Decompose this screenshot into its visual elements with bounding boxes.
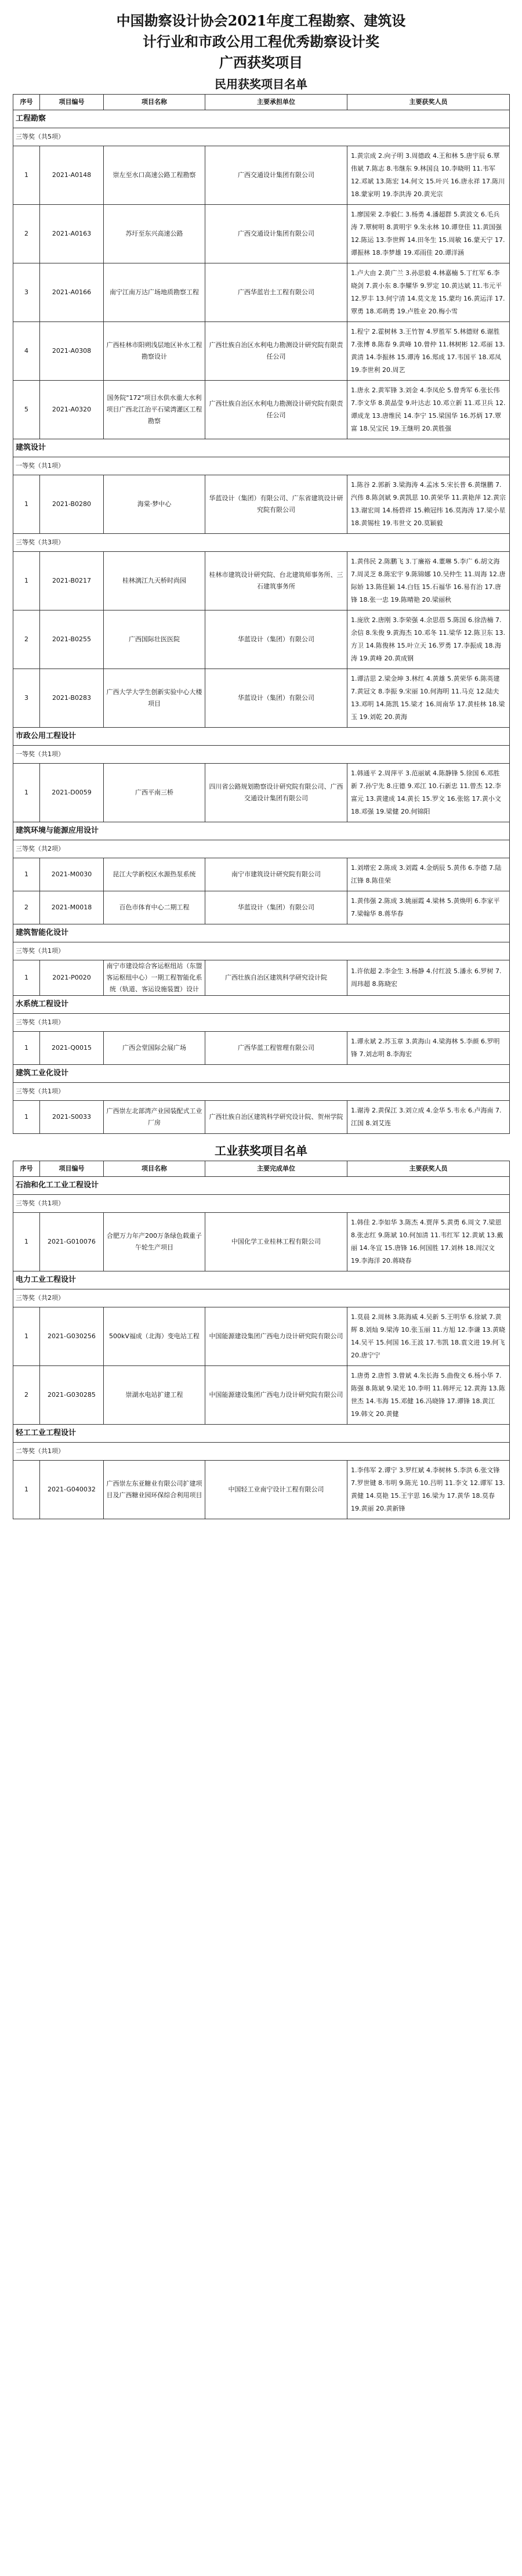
title-line-1: 中国勘察设计协会2021年度工程勘察、建筑设 (116, 12, 406, 29)
undertaking-unit: 中国化学工业桂林工程有限公司 (205, 1213, 347, 1271)
document-title (13, 10, 509, 73)
project-name: 500kV福成（北海）变电站工程 (104, 1307, 205, 1366)
civil-table-body (13, 110, 510, 1134)
award-winners: 1.唐永 2.黄军锋 3.刘金 4.李凤伦 5.曾秀军 6.张长伟 7.李文华 8.黄晶莹 9.叶达志 10.邓立新 11.邓卫兵 12.谭成龙 13.唐维民 14.李宁 15.梁国华 16.苏炳 17.覃富 18.吴宝民 19.王继明 20.黄胜强 (347, 381, 510, 439)
award-grade-label: 三等奖（共1项） (13, 1014, 510, 1032)
project-code: 2021-A0148 (40, 146, 104, 205)
award-winners: 1.谭洁思 2.梁金坤 3.林红 4.黄雄 5.黄荣华 6.陈英建 7.黄冠文 8.李振 9.宋丽 10.何海明 11.马克 12.陆夫 13.邓明 14.陈凯 15.梁才 16.周南华 17.黄桂林 18.梁玉 19.刘乾 20.黄海 (347, 669, 510, 728)
section-heading: 建筑设计 (13, 439, 510, 457)
award-winners: 1.程宁 2.霍树林 3.王竹智 4.罗胜军 5.林德财 6.谢胜 7.张博 8.陈春 9.黄峰 10.曾仲 11.林树彬 12.邓丽 13.黄清 14.李振林 15.谭涛 16.郑成 17.韦国平 18.邓凤 19.李世利 20.周艺 (347, 322, 510, 381)
section-row (13, 439, 510, 457)
award-grade-label: 三等奖（共5项） (13, 128, 510, 146)
table-row (13, 381, 510, 439)
row-number: 3 (13, 669, 40, 728)
row-number: 1 (13, 1307, 40, 1366)
undertaking-unit: 华蓝设计（集团）有限公司 (205, 610, 347, 669)
award-winners: 1.庞欣 2.唐刚 3.李荣强 4.余思蓓 5.陈国 6.徐浩楠 7.余信 8.朱俊 9.黄海杰 10.邓冬 11.梁华 12.陈卫东 13.方卫 14.陈俊林 15.叶立天 16.罗勇 17.李振成 18.海涛 19.黄峰 20.黄成钢 (347, 610, 510, 669)
award-winners: 1.黄伟强 2.陈成 3.姚丽霞 4.梁林 5.黄焕明 6.李家平 7.梁翰华 8.蒋华春 (347, 891, 510, 924)
section-heading: 建筑工业化设计 (13, 1065, 510, 1083)
row-number: 2 (13, 891, 40, 924)
col-header-name: 项目名称 (104, 1161, 205, 1177)
section-row (13, 822, 510, 840)
col-header-unit: 主要完成单位 (205, 1161, 347, 1177)
project-code: 2021-Q0015 (40, 1032, 104, 1065)
table-row (13, 960, 510, 996)
col-header-people: 主要获奖人员 (347, 1161, 510, 1177)
project-code: 2021-B0217 (40, 552, 104, 610)
civil-table-header (13, 95, 510, 110)
row-number: 1 (13, 764, 40, 822)
table-row (13, 552, 510, 610)
project-code: 2021-B0280 (40, 475, 104, 534)
table-row (13, 1213, 510, 1271)
grade-row (13, 746, 510, 764)
project-name: 海棠·梦中心 (104, 475, 205, 534)
undertaking-unit: 广西壮族自治区水利电力勘测设计研究院有限责任公司 (205, 381, 347, 439)
award-winners: 1.廖国荣 2.李毅仁 3.杨勇 4.潘超群 5.黄波文 6.毛兵涛 7.覃树明 8.黄明宇 9.朱永林 10.谭登佳 11.黄国强 12.陈运 13.李世辉 14.田冬生 15.周敏 16.蒙天宁 17.谭振林 18.李梦雄 19.邓雨佳 20.谭洋涵 (347, 205, 510, 263)
table-row (13, 891, 510, 924)
award-grade-label: 三等奖（共1项） (13, 1083, 510, 1101)
section-row (13, 110, 510, 128)
award-grade-label: 二等奖（共1项） (13, 1443, 510, 1461)
project-name: 昆江大学新校区水源热泵系统 (104, 858, 205, 891)
undertaking-unit: 南宁市建筑设计研究院有限公司 (205, 858, 347, 891)
project-name: 合肥万力年产200万条绿色载重子午轮生产项目 (104, 1213, 205, 1271)
award-winners: 1.黄宗成 2.向子明 3.周德政 4.王和林 5.唐宇辰 6.覃伟斌 7.陈志 8.韦继东 9.林国良 10.李晓明 11.韦军 12.邓斌 13.陈宏 14.何文 15.叶兴 16.唐永祥 17.陈川 18.蒙家明 19.李洪涛 20.黄光宗 (347, 146, 510, 205)
row-number: 2 (13, 205, 40, 263)
project-code: 2021-G010076 (40, 1213, 104, 1271)
section-row (13, 728, 510, 746)
project-name: 广西桂林市阳朔浅层地区补水工程勘察设计 (104, 322, 205, 381)
undertaking-unit: 华蓝设计（集团）有限公司、广东省建筑设计研究院有限公司 (205, 475, 347, 534)
project-name: 广西平南三桥 (104, 764, 205, 822)
project-name: 崇左至水口高速公路工程勘察 (104, 146, 205, 205)
project-code: 2021-B0283 (40, 669, 104, 728)
table-row (13, 1032, 510, 1065)
project-code: 2021-D0059 (40, 764, 104, 822)
table-row (13, 1101, 510, 1134)
row-number: 1 (13, 552, 40, 610)
undertaking-unit: 华蓝设计（集团）有限公司 (205, 669, 347, 728)
award-winners: 1.莫晨 2.周林 3.陈海威 4.吴新 5.王明华 6.徐斌 7.黄辉 8.刘灿 9.梁涛 10.张玉丽 11.方旭 12.李谦 13.黄晓 14.吴平 15.何国 16.王波 17.韦凯 18.袁文进 19.何飞 20.唐宁宁 (347, 1307, 510, 1366)
project-name: 南宁市建设综合客运枢纽站（东盟客运枢纽中心）一期工程智能化系统（轨道、客运设施装置）设计 (104, 960, 205, 996)
award-winners: 1.唐勇 2.唐哲 3.曾斌 4.朱长海 5.曲俊文 6.杨小华 7.陈强 8.陈斌 9.梁光 10.李明 11.韩坪元 12.黄海 13.陈世杰 14.韦海 15.邓健 16.冯晓锋 17.谭锋 18.黄江 19.韩文 20.黄健 (347, 1366, 510, 1425)
project-name: 广西大学大学生创新实验中心大楼项目 (104, 669, 205, 728)
row-number: 2 (13, 1366, 40, 1425)
row-number: 5 (13, 381, 40, 439)
grade-row (13, 840, 510, 858)
section-row (13, 1425, 510, 1443)
award-grade-label: 三等奖（共2项） (13, 1289, 510, 1307)
section-heading: 建筑环境与能源应用设计 (13, 822, 510, 840)
undertaking-unit: 广西华蓝岩土工程有限公司 (205, 263, 347, 322)
project-code: 2021-M0018 (40, 891, 104, 924)
section-row (13, 1065, 510, 1083)
row-number: 1 (13, 960, 40, 996)
award-winners: 1.李伟军 2.谭宁 3.罗红斌 4.李树林 5.李洪 6.张文锋 7.罗世键 8.韦明 9.陈光 10.吕明 11.李文 12.谭军 13.黄健 14.莫艳 15.王宇思 16.梁为 17.黄华 18.莫春 19.黄丽 20.黄新锋 (347, 1461, 510, 1519)
project-code: 2021-G040032 (40, 1461, 104, 1519)
project-name: 国务院"172"项目水供水重大水利项目广西北江治平石梁湾灌区工程勘察 (104, 381, 205, 439)
table-row (13, 322, 510, 381)
project-code: 2021-P0020 (40, 960, 104, 996)
row-number: 1 (13, 858, 40, 891)
row-number: 2 (13, 610, 40, 669)
col-header-no: 序号 (13, 1161, 40, 1177)
undertaking-unit: 广西交通设计集团有限公司 (205, 205, 347, 263)
undertaking-unit: 广西华蓝工程管理有限公司 (205, 1032, 347, 1065)
project-code: 2021-M0030 (40, 858, 104, 891)
project-name: 广西崇左北部湾产业园装配式工业厂房 (104, 1101, 205, 1134)
civil-table-title: 民用获奖项目名单 (215, 77, 307, 91)
col-header-code: 项目编号 (40, 1161, 104, 1177)
undertaking-unit: 广西壮族自治区建筑科学研究设计院 (205, 960, 347, 996)
table-row (13, 205, 510, 263)
section-row (13, 996, 510, 1014)
award-winners: 1.谭永斌 2.苏玉章 3.黄海山 4.梁海林 5.李颜 6.罗明锋 7.刘志明 8.李海宏 (347, 1032, 510, 1065)
project-name: 南宁江南万达广场地质勘察工程 (104, 263, 205, 322)
col-header-name: 项目名称 (104, 95, 205, 110)
project-name: 百色市体育中心二期工程 (104, 891, 205, 924)
undertaking-unit: 广西交通设计集团有限公司 (205, 146, 347, 205)
table-row (13, 475, 510, 534)
award-winners: 1.谢涛 2.黄保江 3.刘立成 4.金华 5.韦永 6.卢海南 7.江国 8.刘艾连 (347, 1101, 510, 1134)
project-code: 2021-A0166 (40, 263, 104, 322)
table-row (13, 669, 510, 728)
undertaking-unit: 中国能源建设集团广西电力设计研究院有限公司 (205, 1307, 347, 1366)
section-heading: 轻工工业工程设计 (13, 1425, 510, 1443)
project-name: 广西国际壮医医院 (104, 610, 205, 669)
industrial-table-title: 工业获奖项目名单 (215, 1144, 307, 1158)
section-row (13, 1177, 510, 1195)
award-grade-label: 三等奖（共3项） (13, 534, 510, 552)
grade-row (13, 1014, 510, 1032)
row-number: 1 (13, 1213, 40, 1271)
project-name: 桂林漓江九天桥时尚园 (104, 552, 205, 610)
section-heading: 建筑智能化设计 (13, 924, 510, 942)
table-row (13, 610, 510, 669)
col-header-code: 项目编号 (40, 95, 104, 110)
col-header-people: 主要获奖人员 (347, 95, 510, 110)
project-name: 广西崇左东亚糖业有限公司扩建项目及广西糖业园环保综合利用项目 (104, 1461, 205, 1519)
award-grade-label: 三等奖（共1项） (13, 942, 510, 960)
project-name: 崇湖水电站扩建工程 (104, 1366, 205, 1425)
project-code: 2021-A0163 (40, 205, 104, 263)
project-name: 广西会堂国际会展广场 (104, 1032, 205, 1065)
row-number: 1 (13, 475, 40, 534)
award-grade-label: 一等奖（共1项） (13, 457, 510, 475)
award-winners: 1.刘增宏 2.陈成 3.刘霞 4.金炳辰 5.黄伟 6.李德 7.陆江锋 8.陈佳荣 (347, 858, 510, 891)
award-winners: 1.韩通平 2.周萍平 3.范丽斌 4.陈静锋 5.徐国 6.邓胜新 7.孙宁先 8.庄德 9.邓江 10.石新忠 11.曾杰 12.李富元 13.黄建成 14.黄长 15.罗文 16.张铭 17.黄小文 18.邓强 19.梁健 20.何锦阳 (347, 764, 510, 822)
section-heading: 石油和化工工业工程设计 (13, 1177, 510, 1195)
project-code: 2021-B0255 (40, 610, 104, 669)
undertaking-unit: 广西壮族自治区建筑科学研究设计院、贺州学院 (205, 1101, 347, 1134)
section-heading: 水系统工程设计 (13, 996, 510, 1014)
grade-row (13, 1443, 510, 1461)
undertaking-unit: 广西壮族自治区水利电力勘测设计研究院有限责任公司 (205, 322, 347, 381)
industrial-table-body (13, 1177, 510, 1519)
undertaking-unit: 四川省公路规划勘察设计研究院有限公司、广西交通设计集团有限公司 (205, 764, 347, 822)
project-code: 2021-S0033 (40, 1101, 104, 1134)
project-code: 2021-G030256 (40, 1307, 104, 1366)
project-name: 苏圩至东兴高速公路 (104, 205, 205, 263)
award-grade-label: 三等奖（共2项） (13, 840, 510, 858)
project-code: 2021-G030285 (40, 1366, 104, 1425)
section-heading: 市政公用工程设计 (13, 728, 510, 746)
table-row (13, 1307, 510, 1366)
project-code: 2021-A0308 (40, 322, 104, 381)
section-row (13, 924, 510, 942)
row-number: 3 (13, 263, 40, 322)
section-row (13, 1271, 510, 1289)
award-winners: 1.韩佳 2.李如华 3.陈杰 4.贾萍 5.黄勇 6.周文 7.梁恩 8.张志红 9.陈斌 10.何加清 11.韦红军 12.黄斌 13.戴丽 14.冬宜 15.唐锋 16.何国胜 17.刘林 18.周汉文 19.李海洋 20.蒋晓春 (347, 1213, 510, 1271)
row-number: 4 (13, 322, 40, 381)
row-number: 1 (13, 1461, 40, 1519)
table-row (13, 146, 510, 205)
grade-row (13, 1083, 510, 1101)
grade-row (13, 942, 510, 960)
section-heading: 工程勘察 (13, 110, 510, 128)
table-row (13, 1366, 510, 1425)
grade-row (13, 1289, 510, 1307)
section-heading: 电力工业工程设计 (13, 1271, 510, 1289)
award-grade-label: 三等奖（共1项） (13, 1195, 510, 1213)
title-line-3: 广西获奖项目 (219, 54, 303, 71)
col-header-no: 序号 (13, 95, 40, 110)
award-winners: 1.陈谷 2.郭新 3.梁海涛 4.孟冰 5.宋长普 6.黄继鹏 7.汽伟 8.陈剑斌 9.黄凯思 10.黄荣华 11.黄艳萍 12.黄宗 13.谢宏周 14.杨碧祥 15.赖冠纬 16.莫海涛 17.梁小星 18.黄锡柱 19.韦世文 20.莫颖毅 (347, 475, 510, 534)
project-code: 2021-A0320 (40, 381, 104, 439)
table-row (13, 764, 510, 822)
award-grade-label: 一等奖（共1项） (13, 746, 510, 764)
row-number: 1 (13, 1032, 40, 1065)
table-row (13, 263, 510, 322)
title-line-2: 计行业和市政公用工程优秀勘察设计奖 (143, 33, 379, 50)
table-row (13, 1461, 510, 1519)
grade-row (13, 457, 510, 475)
table-row (13, 858, 510, 891)
civil-awards-table (13, 94, 510, 1134)
award-winners: 1.黄伟民 2.陈鹏飞 3.丁廉裕 4.董琳 5.李广 6.胡文海 7.周灵芝 8.陈宏宇 9.陈锦娜 10.吴仲生 11.周海 12.唐际娇 13.陈佳颖 14.白钰 15.石福华 16.易有治 17.唐锋 18.张一忠 19.陈晴艳 20.梁丽秋 (347, 552, 510, 610)
grade-row (13, 534, 510, 552)
undertaking-unit: 桂林市建筑设计研究院、台北建筑师事务所、三石建筑事务所 (205, 552, 347, 610)
undertaking-unit: 中国能源建设集团广西电力设计研究院有限公司 (205, 1366, 347, 1425)
industrial-table-header (13, 1161, 510, 1177)
award-winners: 1.许依超 2.李金生 3.杨静 4.付红波 5.潘永 6.罗树 7.周玮超 8.陈晓宏 (347, 960, 510, 996)
undertaking-unit: 中国轻工业南宁设计工程有限公司 (205, 1461, 347, 1519)
row-number: 1 (13, 146, 40, 205)
col-header-unit: 主要承担单位 (205, 95, 347, 110)
grade-row (13, 128, 510, 146)
row-number: 1 (13, 1101, 40, 1134)
undertaking-unit: 华蓝设计（集团）有限公司 (205, 891, 347, 924)
industrial-awards-table (13, 1161, 510, 1519)
award-winners: 1.卢大由 2.黄广兰 3.孙思毅 4.林嘉楠 5.丁红军 6.李晓剑 7.黄小东 8.李耀华 9.罗定 10.黄达斌 11.韦元平 12.罗丰 13.何宁清 14.莫文龙 15.蒙均 16.黄运洋 17.覃勇 18.邓萌勇 19.卢胜业 20.梅小雪 (347, 263, 510, 322)
grade-row (13, 1195, 510, 1213)
